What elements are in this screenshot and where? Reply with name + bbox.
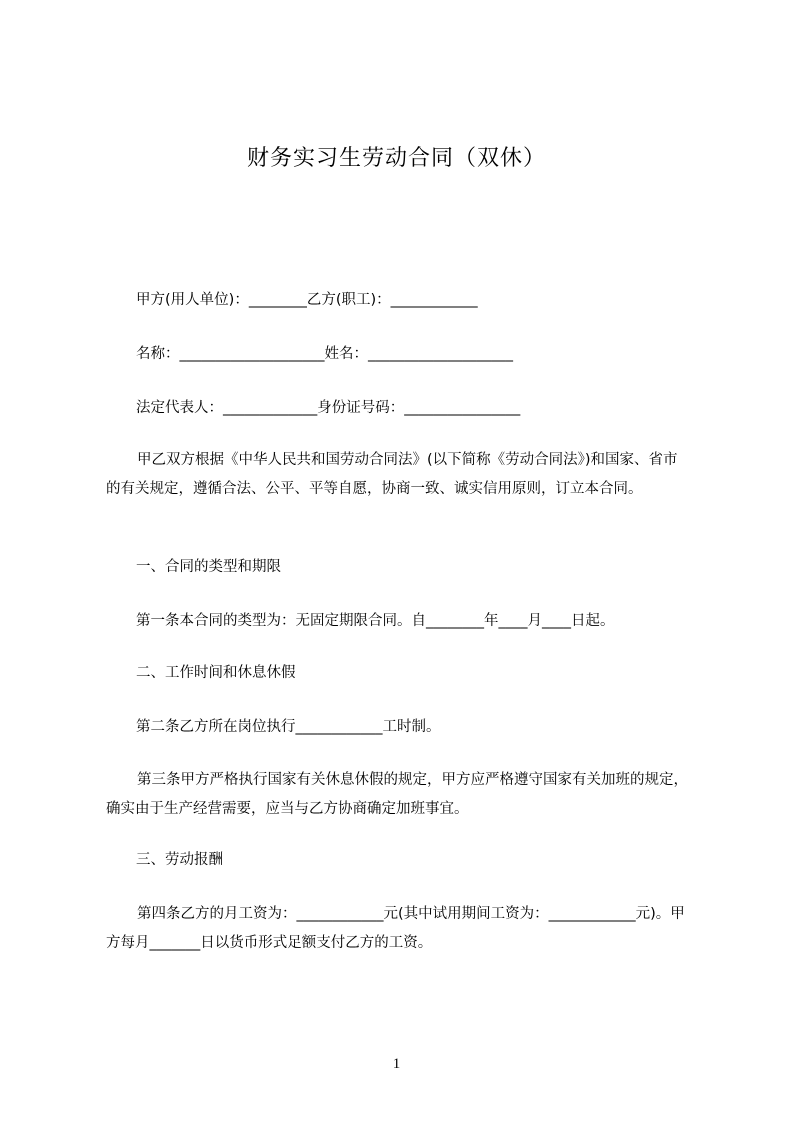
party-line-employer-employee: 甲方(用人单位)：________乙方(职工)：____________ [136, 292, 478, 308]
section-heading-contract-type: 一、合同的类型和期限 [136, 559, 281, 575]
article-2: 第二条乙方所在岗位执行____________工时制。 [136, 719, 441, 735]
article-4: 第四条乙方的月工资为：____________元(其中试用期间工资为：____________元)。甲方每月_______日以货币形式足额支付乙方的工资。 [106, 906, 685, 951]
article-1: 第一条本合同的类型为：无固定期限合同。自________年____月____日起。 [136, 613, 615, 629]
preamble-paragraph: 甲乙双方根据《中华人民共和国劳动合同法》(以下简称《劳动合同法》)和国家、省市的有关规定，遵循合法、公平、平等自愿，协商一致、诚实信用原则，订立本合同。 [106, 452, 678, 497]
document-title: 财务实习生劳动合同（双休） [246, 146, 546, 171]
section-heading-working-hours: 二、工作时间和休息休假 [136, 665, 296, 681]
article-3: 第三条甲方严格执行国家有关休息休假的规定，甲方应严格遵守国家有关加班的规定，确实由于生产经营需要，应当与乙方协商确定加班事宜。 [106, 772, 688, 817]
party-line-representative-id: 法定代表人：_____________身份证号码：________________ [136, 400, 521, 416]
party-line-name: 名称：____________________姓名：____________________ [136, 346, 513, 362]
section-heading-remuneration: 三、劳动报酬 [136, 852, 223, 868]
page-number: 1 [392, 1056, 401, 1072]
